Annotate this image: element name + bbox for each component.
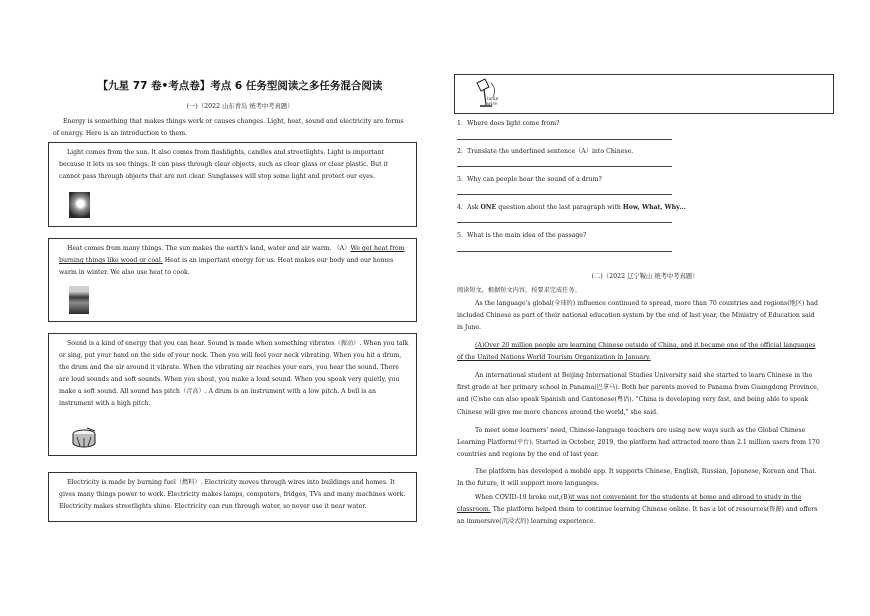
passage2-paragraph-3: An international student at Beijing International Studies University said she started to learn Chinese in the first grade at her primary school in Panama(巴拿马). Both her parents moved to Panama from Guangdong Province, and (C)she can also speak Spanish and Cantonese(粤语). "China is developing very fast, and being able to speak Chinese will give me more chances around the world," she said. [457, 372, 819, 416]
lamp-caption: lamp wire [487, 97, 499, 107]
lamp-image-box [454, 74, 834, 114]
question-4-bold-1: ONE [480, 204, 497, 211]
sound-box [48, 333, 417, 456]
heat-paragraph [59, 243, 410, 279]
heat-text-2: Heat is an important energy for us. Heat makes our body and our homes warm in winter. We also use heat to cook. [59, 257, 394, 276]
heat-box [48, 238, 417, 322]
light-photo [69, 192, 90, 218]
heat-text-1: Heat comes from many things. The sun makes the earth's land, water and air warm. （A） [67, 245, 351, 252]
light-box [48, 142, 417, 227]
passage2-p6-text-1: When COVID-19 broke out,(B) [475, 494, 571, 501]
passage2-instruction: 阅读短文，根据短文内容，按要求完成任务。 [457, 287, 581, 294]
electricity-paragraph: Electricity is made by burning fuel（燃料）. Electricity moves through wires into buildings and homes. It gives many things power to work. Electricity makes lamps, computers, fridges, TVs and many machines work. Electricity makes streetlights shine. Electricity can run through water, so never use it near water. [59, 479, 406, 510]
drum-icon [71, 427, 97, 451]
page-title: 【九星 77 卷•考点卷】考点 6 任务型阅读之多任务混合阅读 [97, 80, 383, 92]
passage2-paragraph-4: To meet some learners' need, Chinese-language teachers are using new ways such as the Global Chinese Learning Platform(平台). Started in October, 2019, the platform had attracted more than 2.1 million users from 170 countries and regions by the end of last year. [457, 427, 820, 459]
section-source-2: (二)（2022 辽宁鞍山 统考中考真题） [591, 273, 699, 280]
heat-underlined-sentence: We get heat from burning things like wood or coal. [59, 245, 405, 264]
question-4 [457, 202, 686, 211]
question-4-text-1: 4．Ask [457, 204, 481, 211]
fire-photo [69, 286, 89, 314]
light-paragraph: Light comes from the sun. It also comes from flashlights, candles and streetlights. Light is important because it lets us see things. It can pass through clear objects, such as clear glass or clear plastic. But it cannot pass through objects that are not clear. Sunglasses will stop some light and protect our eyes. [59, 149, 388, 180]
sound-paragraph: Sound is a kind of energy that you can hear. Sound is made when something vibrates（振动）. When you talk or sing, put your hand on the side of your neck. Then you will feel your neck vibrating. When you hit a drum, the drum and the air around it vibrate. When the vibrating air reaches your ears, you hear the sound. There are loud sounds and soft sounds. When you shout, you make a loud sound. When you speak very quietly, you make a soft sound. All sound has pitch（音高）. A drum is an instrument with a low pitch. A bell is an instrument with a high pitch. [59, 340, 409, 407]
electricity-box [48, 472, 417, 522]
passage2-paragraph-6 [457, 492, 820, 529]
question-1: 1．Where does light come from? [457, 120, 560, 127]
answer-line-3[interactable] [457, 194, 672, 195]
answer-line-2[interactable] [457, 166, 672, 167]
answer-line-1[interactable] [457, 139, 672, 140]
passage2-paragraph-1: As the language's global(全球的) influence continued to spread, more than 70 countries and regions(地区) had included Chinese as part of their national education system by the end of last year, the Ministry of Education said in June. [457, 300, 819, 332]
question-4-bold-2: How, What, Why… [622, 204, 686, 211]
question-3: 3．Why can people hear the sound of a drum? [457, 176, 602, 183]
passage1-intro: Energy is something that makes things work or causes changes. Light, heat, sound and electricity are forms of energy. Here is an introduction to them. [53, 118, 404, 137]
answer-line-5[interactable] [457, 251, 672, 252]
passage2-underlined-b: it was not convenient for the students at home and abroad to study in the classroom. [457, 494, 802, 514]
question-2: 2．Translate the underlined sentence（A）into Chinese. [457, 148, 634, 155]
passage2-paragraph-5: The platform has developed a mobile app. It supports Chinese, English, Russian, Japanese, Korean and Thai. In the future, it will support more languages. [457, 468, 817, 488]
section-source-1: (一)（2022 山东青岛 统考中考真题） [186, 103, 294, 110]
question-5: 5．What is the main idea of the passage? [457, 232, 587, 239]
passage2-underlined-a: (A)Over 20 million people are learning Chinese outside of China, and it became one of the official languages of the United Nations World Tourism Organization in January. [457, 342, 816, 362]
passage2-p6-text-2: The platform helped them to continue learning Chinese online. It has a lot of resources(资源) and offers an immersive(沉浸式的) learning experience. [457, 506, 818, 526]
question-4-text-2: question about the last paragraph with [496, 204, 623, 211]
passage2-paragraph-2 [457, 340, 820, 364]
answer-line-4[interactable] [457, 222, 672, 223]
